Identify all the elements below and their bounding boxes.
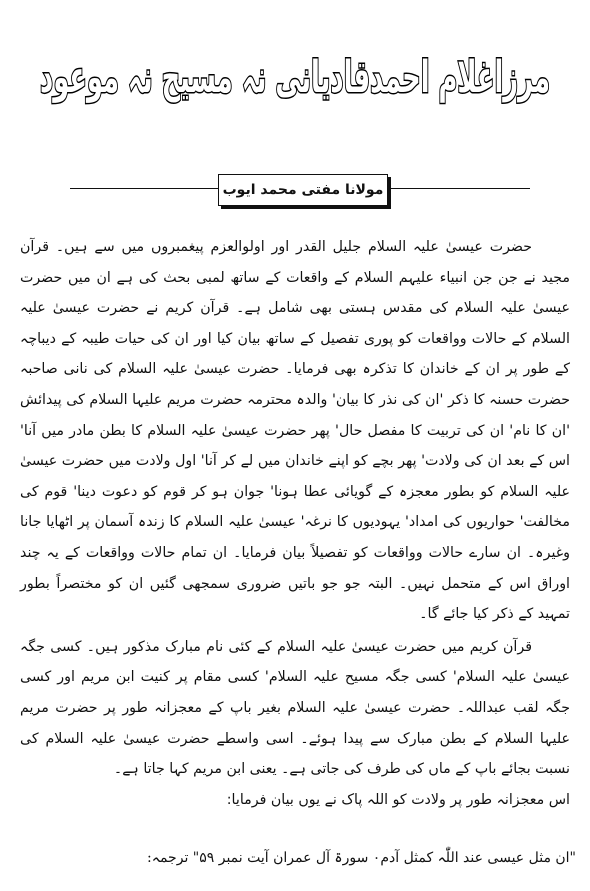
paragraph-2: قرآن کریم میں حضرت عیسیٰ علیہ السلام کے کئی نام مبارک مذکور ہیں۔ کسی جگہ عیسیٰ علیہ السلام' کسی جگہ مسیح علیہ السلام' کسی مقام پر کنیت ابن مریم اور کسی جگہ لقب عبداللہ۔ حضرت عیسیٰ علیہ السلام بغیر باپ کے معجزانہ طور پر حضرت مریم علیہا السلام کے بطن مبارک سے پیدا ہوئے۔ اسی واسطے حضرت عیسیٰ علیہ السلام کی نسبت بجائے باپ کے ماں کی طرف کی جاتی ہے۔ یعنی ابن مریم کہا جاتا ہے۔ xyxy=(20,638,570,778)
author-byline xyxy=(218,174,388,206)
quote-intro: اس معجزانہ طور پر ولادت کو اللہ پاک نے یوں بیان فرمایا: xyxy=(226,791,570,808)
article-body xyxy=(20,232,570,815)
headline-title: مرزاغلام احمدقادیانی نہ مسیح نہ موعود xyxy=(40,52,550,103)
arabic-quote: "ان مثل عیسی عند اللّٰہ کمثل آدم۰ سورۃ آل عمران آیت نمبر ۵۹" ترجمہ: xyxy=(147,850,576,866)
paragraph-1: حضرت عیسیٰ علیہ السلام جلیل القدر اور اولوالعزم پیغمبروں میں سے ہیں۔ قرآن مجید نے جن جن انبیاء علیہم السلام کے واقعات کے ساتھ لمبی بحث کی ہے ان میں حضرت عیسیٰ علیہ السلام کی مقدس ہستی بھی شامل ہے۔ قرآن کریم نے حضرت عیسیٰ علیہ السلام کے حالات وواقعات کو پوری تفصیل کے ساتھ بیان کیا اور ان کی حیات طیبہ کے دیباچہ کے طور پر ان کے خاندان کا تذکرہ بھی فرمایا۔ حضرت عیسیٰ علیہ السلام کی نانی صاحبہ حضرت حسنہ کا ذکر 'ان کی نذر کا بیان' والدہ محترمہ حضرت مریم علیہا السلام کی پیدائش 'ان کا نام' ان کی تربیت کا مفصل حال' پھر حضرت عیسیٰ علیہ السلام کا بطن مادر میں آنا' اس کے بعد ان کی ولادت' پھر بچے کو اپنے خاندان میں لے کر آنا' اول ولادت میں حضرت عیسیٰ علیہ السلام کو بطور معجزہ کے گویائی عطا ہونا' جوان ہو کر قوم کو دعوت دینا' قوم کی مخالفت' حواریوں کی امداد' یہودیوں کا نرغہ' عیسیٰ علیہ السلام کا زندہ آسمان پر اٹھایا جانا وغیرہ۔ ان سارے حالات وواقعات کو تفصیلاً بیان فرمایا۔ ان تمام حالات وواقعات کے یہ چند اوراق اس کے متحمل نہیں۔ البتہ جو جو باتیں ضروری سمجھی گئیں ان کو مختصراً بطور تمہید کے ذکر کیا جائے گا۔ xyxy=(20,239,570,623)
headline-calligraphy xyxy=(28,20,562,130)
author-name: مولانا مفتی محمد ایوب xyxy=(222,182,384,198)
